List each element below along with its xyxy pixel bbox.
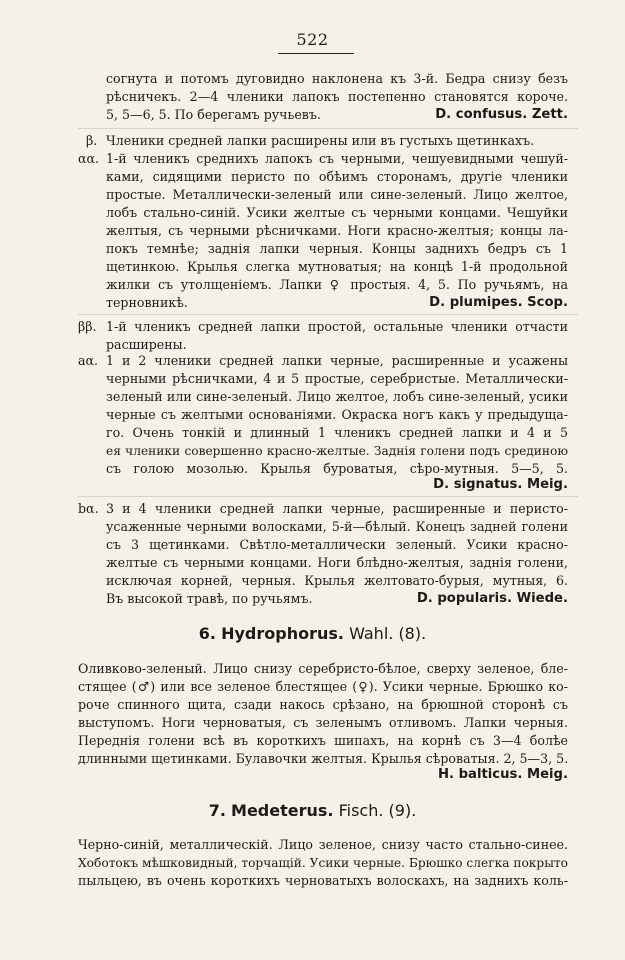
text-line: го. Очень тонкій и длинный 1 членикъ средней лапки и 4 и 5 [106,425,568,440]
text-line: Членики средней лапки расширены или въ густыхъ щетинкахъ. [106,133,535,148]
page-number-rule [278,53,354,54]
text-line: Хоботокъ мѣшковидный, торчащій. Усики черные. Брюшко слегка покрыто [78,856,568,870]
text-line: черными рѣсничками, 4 и 5 простые, серебристые. Металлически- [106,371,568,386]
key-marker: ββ. [78,319,97,334]
species-name: D. popularis. Wiede. [416,591,568,606]
key-marker: αα. [78,151,100,166]
text-line: 3 и 4 членики средней лапки черные, расширенные и перисто- [106,501,568,516]
text-line: жилки съ утолщеніемъ. Лапки ♀ простыя. 4, 5. По ручьямъ, на [106,277,568,292]
text-line: лобъ стально-синій. Усики желтые съ черными концами. Чешуйки [106,205,568,220]
text-line: ками, сидящими перисто по обѣимъ сторонамъ, другіе членики [106,169,568,184]
entry-separator [78,496,578,497]
species-name: H. balticus. Meig. [437,767,568,782]
text-line: 1-й членикъ средней лапки простой, остальные членики отчасти [106,319,568,334]
text-line: стящее (♂) или все зеленое блестящее (♀). Усики черные. Брюшко ко- [78,679,568,694]
text-line: Оливково-зеленый. Лицо снизу серебристо-бѣлое, сверху зеленое, бле- [78,661,568,676]
text-line: покъ темнѣе; заднія лапки черныя. Концы заднихъ бедръ съ 1 [106,241,568,256]
text-line: желтые съ черными концами. Ноги блѣдно-желтыя, заднія голени, [106,555,568,570]
text-line: терновникѣ. [106,295,188,310]
text-line: расширены. [106,337,187,352]
text-line: роче спинного щита, сзади накось срѣзано, на брюшной сторонѣ съ [78,697,568,712]
key-marker: aα. [78,353,99,368]
species-name: D. confusus. Zett. [435,107,568,122]
text-line: 1 и 2 членики средней лапки черные, расширенные и усажены [106,353,568,368]
text-line: Черно-синій, металлическій. Лицо зеленое, снизу часто стально-синее. [78,837,568,852]
genus-name: Hydrophorus. [221,624,344,643]
text-line: съ голою мозолью. Крылья буроватыя, сѣро-мутныя. 5—5, 5. [106,461,568,476]
text-line: согнута и потомъ дуговидно наклонена къ 3-й. Бедра снизу безъ [106,71,568,86]
text-line: съ 3 щетинками. Свѣтло-металлически зеленый. Усики красно- [106,537,568,552]
key-marker: bα. [78,501,99,516]
page-number: 522 [296,30,329,49]
text-line: Переднія голени всѣ въ короткихъ шипахъ, на корнѣ съ 3—4 болѣе [78,733,568,748]
text-line: желтыя, съ черными рѣсничками. Ноги красно-желтыя; концы ла- [106,223,568,238]
genus-name: Medeterus. [231,801,334,820]
genus-heading-medeterus [0,800,625,822]
entry-separator [78,128,578,129]
text-line: зеленый или сине-зеленый. Лицо желтое, лобъ сине-зеленый, усики [106,389,568,404]
text-line: пыльцею, въ очень короткихъ черноватыхъ волоскахъ, на заднихъ коль- [78,873,568,888]
text-line: выступомъ. Ноги черноватыя, съ зеленымъ отливомъ. Лапки черныя. [78,715,568,730]
genus-author: Fisch. (9). [338,801,417,820]
text-line: простые. Металлически-зеленый или сине-зеленый. Лицо желтое, [106,187,568,202]
text-line: ея членики совершенно красно-желтые. Заднія голени подъ срединою [106,444,568,458]
text-line: длинными щетинками. Булавочки желтыя. Крылья сѣроватыя. 2, 5—3, 5. [78,751,569,766]
text-line: щетинкою. Крылья слегка мутноватыя; на концѣ 1-й продольной [106,259,568,274]
genus-number: 7. [208,801,226,820]
genus-author: Wahl. (8). [349,624,427,643]
genus-heading-hydrophorus [0,623,625,645]
key-marker: β. [86,133,98,148]
text-line: Въ высокой травѣ, по ручьямъ. [106,591,313,606]
text-line: усаженные черными волосками, 5-й—бѣлый. Конецъ задней голени [106,519,568,534]
text-line: рѣсничекъ. 2—4 членики лапокъ постепенно становятся короче. [106,89,568,104]
entry-separator [78,314,578,315]
species-name: D. plumipes. Scop. [429,295,568,310]
species-name: D. signatus. Meig. [433,477,568,492]
text-line: 5, 5—6, 5. По берегамъ ручьевъ. [106,107,321,122]
text-line: исключая корней, черныя. Крылья желтовато-бурыя, мутныя, 6. [106,573,568,588]
text-line: черные съ желтыми основаніями. Окраска ногъ какъ у предыдуща- [106,407,568,422]
genus-number: 6. [198,624,217,643]
text-line: 1-й членикъ среднихъ лапокъ съ черными, чешуевидными чешуй- [106,151,568,166]
